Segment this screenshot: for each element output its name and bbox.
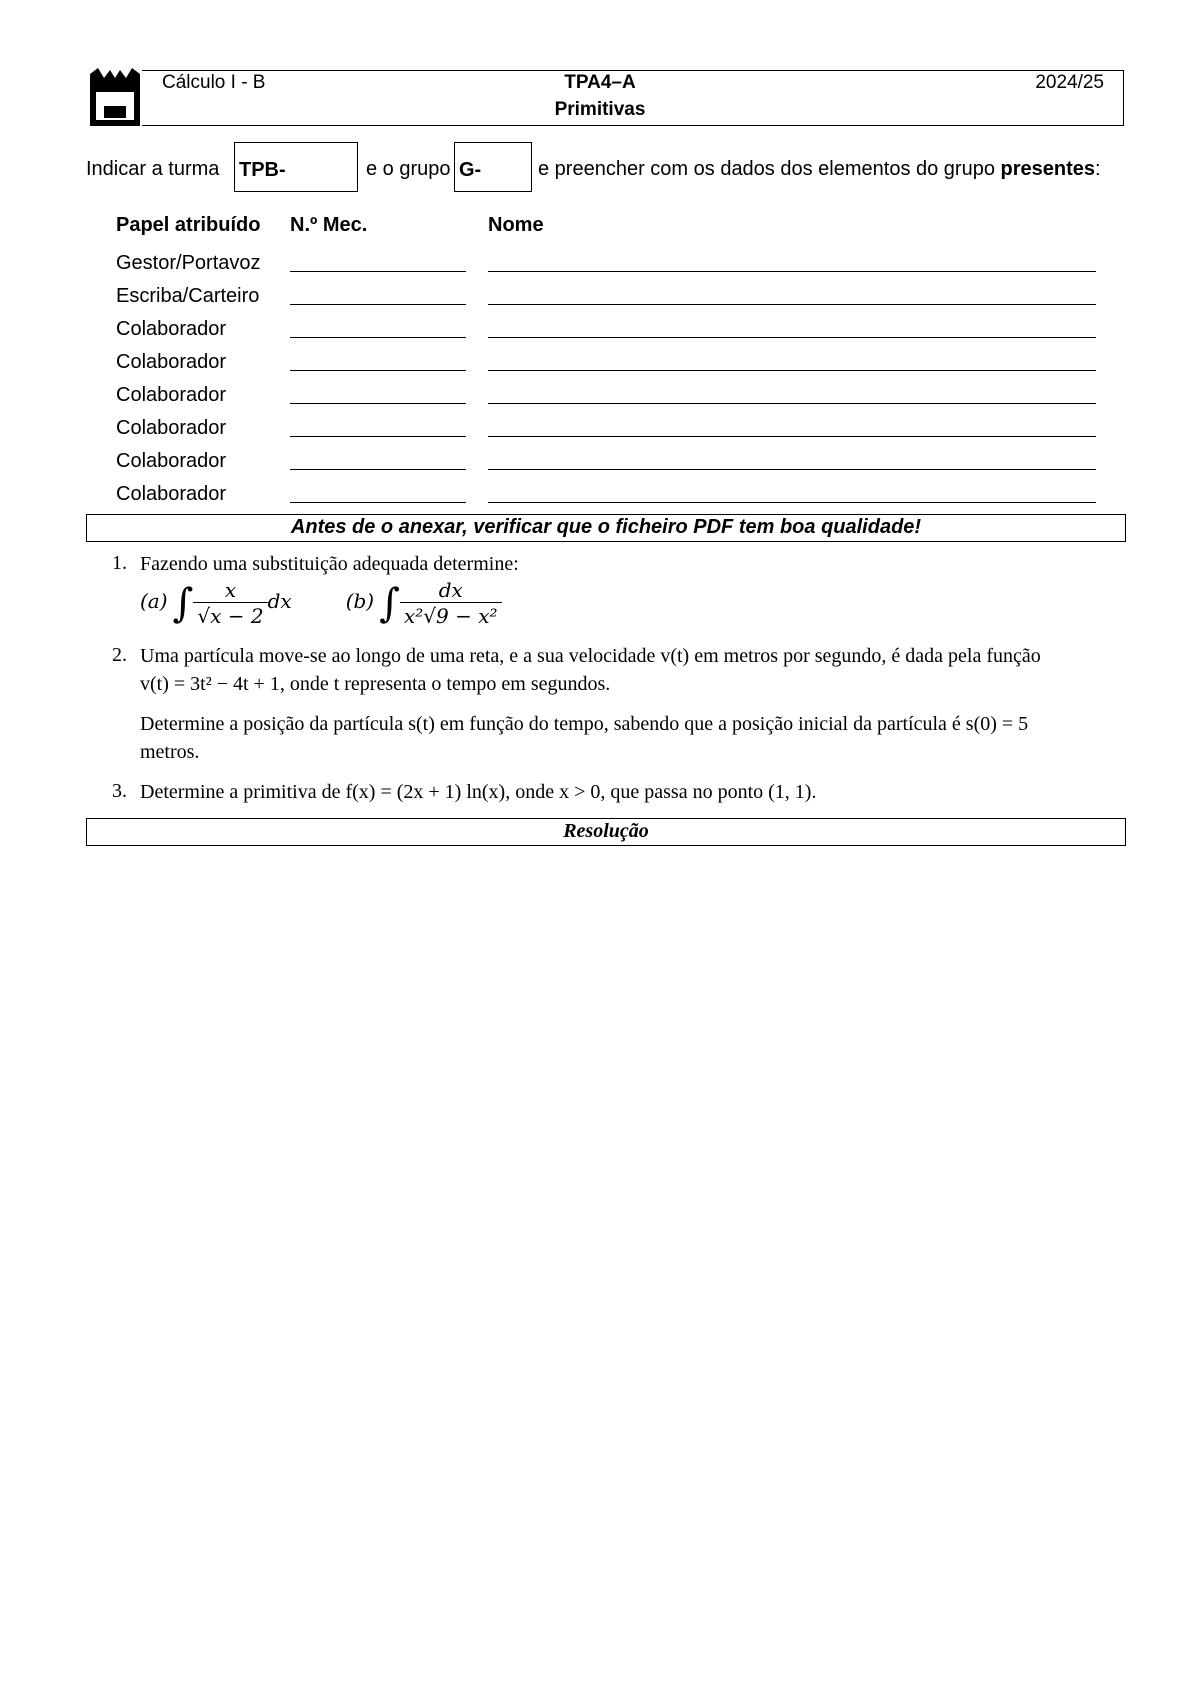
role-colaborador-5: Colaborador — [116, 450, 227, 472]
name-line[interactable] — [488, 271, 1096, 272]
answer-area[interactable] — [86, 850, 1126, 1650]
group-middle: e o grupo — [366, 158, 451, 180]
exercise-2-paragraph-2: Determine a posição da partícula s(t) em função do tempo, sabendo que a posição inicial da partícula é s(0) = 5 metros. — [140, 713, 1029, 763]
exercise-2-number: 2. — [112, 644, 127, 666]
academic-year: 2024/25 — [1035, 72, 1104, 93]
exercise-3-text: Determine a primitiva de f(x) = (2x + 1) ln(x), onde x > 0, que passa no ponto (1, 1). — [140, 781, 817, 803]
mec-line[interactable] — [290, 502, 466, 503]
role-colaborador-1: Colaborador — [116, 318, 227, 340]
grupo-field[interactable] — [454, 142, 532, 192]
sheet-topic: Primitivas — [554, 99, 646, 120]
mec-line[interactable] — [290, 403, 466, 404]
role-colaborador-6: Colaborador — [116, 483, 227, 505]
name-line[interactable] — [488, 502, 1096, 503]
header-name: Nome — [488, 214, 544, 236]
group-prefix: Indicar a turma — [86, 158, 220, 180]
group-suffix: e preencher com os dados dos elementos do grupo presentes: — [538, 158, 1101, 180]
mec-line[interactable] — [290, 304, 466, 305]
role-gestor: Gestor/Portavoz — [116, 252, 261, 274]
mec-line[interactable] — [290, 436, 466, 437]
name-line[interactable] — [488, 337, 1096, 338]
exercise-2-paragraph-1: Uma partícula move-se ao longo de uma reta, e a sua velocidade v(t) em metros por segundo, é dada pela função v(t) = 3t² − 4t + 1, onde t representa o tempo em segundos. — [140, 645, 1041, 695]
exercise-3-number: 3. — [112, 780, 127, 802]
turma-field[interactable] — [234, 142, 358, 192]
header-mec: N.º Mec. — [290, 214, 368, 236]
role-colaborador-4: Colaborador — [116, 417, 227, 439]
turma-value: TPB- — [239, 159, 286, 181]
course-name: Cálculo I - B — [162, 72, 266, 93]
mec-line[interactable] — [290, 469, 466, 470]
name-line[interactable] — [488, 304, 1096, 305]
sheet-code: TPA4–A — [564, 72, 636, 93]
role-colaborador-3: Colaborador — [116, 384, 227, 406]
name-line[interactable] — [488, 436, 1096, 437]
exercise-1-number: 1. — [112, 552, 127, 574]
mec-line[interactable] — [290, 337, 466, 338]
exercise-1-integrals — [140, 576, 502, 629]
mec-line[interactable] — [290, 370, 466, 371]
part-b-label: (b) — [345, 589, 375, 613]
fraction-b: $\frac{dx}{\text{x²√9 − x²}}$ — [400, 578, 502, 629]
part-a-label: (a) — [140, 589, 168, 613]
exercise-1-text: Fazendo uma substituição adequada determine: — [140, 553, 519, 575]
header-role: Papel atribuído — [116, 214, 261, 236]
name-line[interactable] — [488, 370, 1096, 371]
name-line[interactable] — [488, 403, 1096, 404]
name-line[interactable] — [488, 469, 1096, 470]
fraction-a: $\frac{x}{√x - 2}$ — [193, 578, 267, 629]
role-escriba: Escriba/Carteiro — [116, 285, 260, 307]
grupo-value: G- — [459, 159, 482, 181]
integral-sign-icon: ∫ — [172, 580, 194, 627]
role-colaborador-2: Colaborador — [116, 351, 227, 373]
differential-a: dx — [267, 589, 292, 613]
integral-sign-icon: ∫ — [379, 580, 400, 627]
resolution-banner: Resolução — [86, 818, 1126, 846]
mec-line[interactable] — [290, 271, 466, 272]
group-instructions — [86, 142, 1126, 194]
quality-warning-banner: Antes de o anexar, verificar que o ficheiro PDF tem boa qualidade! — [86, 514, 1126, 542]
university-logo-icon — [88, 66, 142, 128]
